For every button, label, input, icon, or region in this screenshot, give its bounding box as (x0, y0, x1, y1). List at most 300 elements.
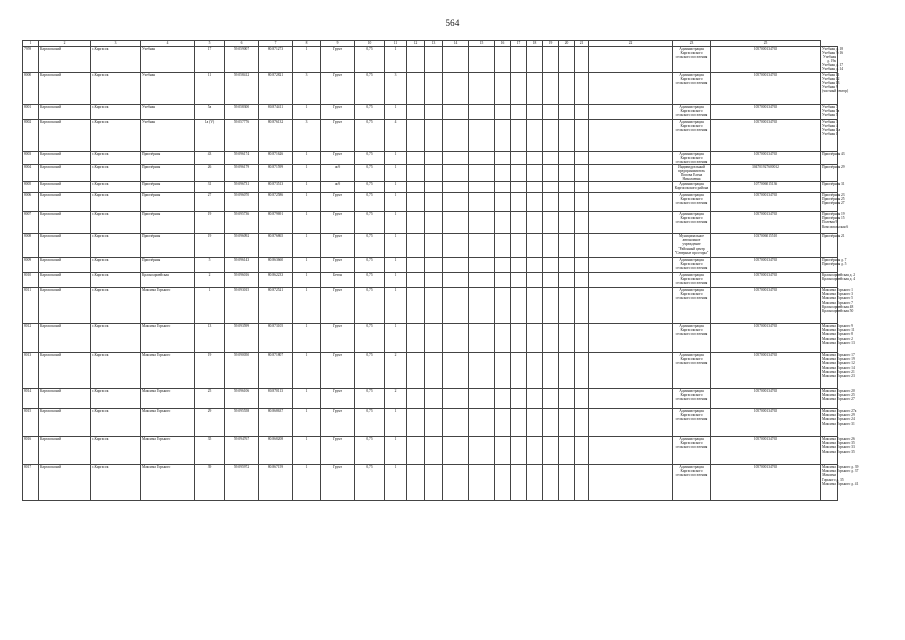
address-line: Максима Горького 26 (822, 437, 855, 442)
empty-cell (543, 193, 559, 212)
empty-cell (559, 193, 575, 212)
district-cell: Каргасокский (39, 409, 91, 437)
row-id: 8008 (23, 234, 39, 258)
area-cell: 0,75 (355, 389, 385, 409)
owner-cell: Администрация Каргасокского сельского поселения (673, 212, 711, 234)
empty-cell (511, 465, 527, 501)
owner-cell: Администрация Каргасокского сельского поселения (673, 258, 711, 273)
empty-cell (575, 324, 589, 353)
address-line: Максима Горького 3 (822, 292, 853, 297)
containers-cell: 1 (385, 409, 407, 437)
empty-cell (559, 465, 575, 501)
containers-cell: 1 (385, 273, 407, 288)
street-cell: Приозёрная (141, 234, 195, 258)
empty-cell (575, 389, 589, 409)
street-cell: Учебная (141, 72, 195, 104)
empty-cell (443, 273, 469, 288)
table-row (23, 234, 838, 258)
empty-cell (511, 437, 527, 465)
address-line: Учебная 13 (822, 80, 840, 85)
row-id: 8010 (23, 273, 39, 288)
address-line: Красноармейская 48 (822, 304, 854, 309)
street-cell: Приозёрная (141, 193, 195, 212)
empty-cell (495, 353, 511, 389)
containers-cell: 2 (385, 389, 407, 409)
addresses-cell (821, 104, 838, 119)
empty-cell (511, 151, 527, 164)
count-cell: 1 (293, 47, 321, 73)
district-cell: Каргасокский (39, 164, 91, 181)
count-cell: 1 (293, 273, 321, 288)
house-cell: 27 (195, 193, 225, 212)
table-row (23, 409, 838, 437)
empty-cell (443, 193, 469, 212)
empty-cell (589, 437, 673, 465)
ogrn-cell: 1057000134765 (711, 47, 821, 73)
table-row (23, 119, 838, 151)
empty-cell (589, 288, 673, 324)
surface-cell: Грунт (321, 234, 355, 258)
latitude-cell: 59.095736 (225, 212, 259, 234)
empty-cell (443, 409, 469, 437)
empty-cell (511, 288, 527, 324)
containers-cell: 1 (385, 465, 407, 501)
area-cell: 0,75 (355, 437, 385, 465)
settlement-cell: с.Каргасок (91, 324, 141, 353)
empty-cell (527, 273, 543, 288)
empty-cell (495, 389, 511, 409)
empty-cell (543, 353, 559, 389)
owner-cell: Администрация Каргасокского сельского поселения (673, 437, 711, 465)
addresses-cell (821, 234, 845, 258)
longitude-cell: 80.871273 (259, 47, 293, 73)
street-cell: Максима Горького (141, 324, 195, 353)
empty-cell (527, 465, 543, 501)
addresses-cell (821, 182, 845, 193)
empty-cell (589, 104, 673, 119)
empty-cell (511, 182, 527, 193)
ogrn-cell: 1057000134765 (711, 212, 821, 234)
address-line: Максима Горького 2 (822, 336, 853, 341)
surface-cell: Грунт (321, 258, 355, 273)
address-line: д. 19к (827, 59, 836, 64)
table-row (23, 288, 838, 324)
containers-cell: 1 (385, 212, 407, 234)
addresses-cell (821, 389, 855, 409)
empty-cell (589, 193, 673, 212)
empty-cell (589, 47, 673, 73)
addresses-cell (821, 72, 849, 104)
empty-cell (443, 47, 469, 73)
table-body (23, 47, 859, 501)
empty-cell (575, 288, 589, 324)
settlement-cell: с.Каргасок (91, 409, 141, 437)
street-cell: Учебная (141, 119, 195, 151)
containers-cell: 1 (385, 193, 407, 212)
empty-cell (575, 234, 589, 258)
ogrn-cell: 1057000134765 (711, 409, 821, 437)
longitude-cell: 80.863660 (259, 258, 293, 273)
addresses-cell (821, 47, 844, 73)
house-cell: 11 (195, 72, 225, 104)
empty-cell (407, 212, 425, 234)
address-line: Приозёрная д. 5 (822, 262, 847, 267)
empty-cell (495, 72, 511, 104)
address-line: Учебная 1 (822, 131, 838, 136)
latitude-cell: 59.094767 (225, 437, 259, 465)
ogrn-cell: 1057000134765 (711, 353, 821, 389)
containers-cell: 3 (385, 72, 407, 104)
address-line: Максима Горького 25 (822, 393, 855, 398)
address-line: Горького д. 35 (822, 477, 844, 482)
house-cell: 31 (195, 182, 225, 193)
ogrn-cell: 304701927600012 (711, 164, 821, 181)
empty-cell (511, 409, 527, 437)
ogrn-cell: 1077006015136 (711, 182, 821, 193)
surface-cell: ж/б (321, 182, 355, 193)
empty-cell (407, 164, 425, 181)
district-cell: Каргасокский (39, 465, 91, 501)
empty-cell (425, 47, 443, 73)
owner-cell: Администрация Каргасокского сельского поселения (673, 324, 711, 353)
surface-cell: Грунт (321, 324, 355, 353)
empty-cell (425, 193, 443, 212)
empty-cell (425, 119, 443, 151)
empty-cell (495, 212, 511, 234)
settlement-cell: с.Каргасок (91, 104, 141, 119)
surface-cell: Грунт (321, 437, 355, 465)
address-line: Учебная 9 (822, 84, 838, 89)
empty-cell (469, 193, 495, 212)
empty-cell (543, 437, 559, 465)
empty-cell (407, 47, 425, 73)
district-cell: Каргасокский (39, 182, 91, 193)
settlement-cell: с.Каргасок (91, 182, 141, 193)
settlement-cell: с.Каргасок (91, 273, 141, 288)
empty-cell (559, 151, 575, 164)
empty-cell (469, 164, 495, 181)
containers-cell: 1 (385, 437, 407, 465)
settlement-cell: с.Каргасок (91, 258, 141, 273)
empty-cell (469, 72, 495, 104)
house-cell: 5 (195, 258, 225, 273)
house-cell: 26 (195, 164, 225, 181)
owner-cell: Администрация Каргасокского сельского поселения (673, 151, 711, 164)
area-cell: 0,75 (355, 151, 385, 164)
table-row (23, 324, 838, 353)
column-header: 22 (589, 41, 673, 47)
longitude-cell: 80.871807 (259, 353, 293, 389)
row-id: 8005 (23, 182, 39, 193)
empty-cell (559, 437, 575, 465)
owner-cell: Администрация Каргасокского района (673, 182, 711, 193)
empty-cell (589, 353, 673, 389)
street-cell: Максима Горького (141, 409, 195, 437)
address-line: Приозёрная 23 (822, 193, 845, 198)
empty-cell (407, 353, 425, 389)
column-header: 21 (575, 41, 589, 47)
ogrn-cell: 1057000134765 (711, 104, 821, 119)
house-cell: 25 (195, 389, 225, 409)
empty-cell (559, 104, 575, 119)
district-cell: Каргасокский (39, 437, 91, 465)
count-cell: 1 (293, 324, 321, 353)
empty-cell (527, 234, 543, 258)
empty-cell (495, 465, 511, 501)
empty-cell (469, 437, 495, 465)
owner-cell: Администрация Каргасокского сельского поселения (673, 104, 711, 119)
empty-cell (407, 324, 425, 353)
table-row (23, 104, 838, 119)
address-line: Максима Горького 24 (822, 417, 855, 422)
empty-cell (407, 465, 425, 501)
addresses-cell (821, 465, 859, 501)
street-cell: Приозёрная (141, 164, 195, 181)
row-id: 8014 (23, 389, 39, 409)
owner-cell: Администрация Каргасокского сельского поселения (673, 273, 711, 288)
empty-cell (589, 119, 673, 151)
empty-cell (543, 273, 559, 288)
row-id: 8011 (23, 288, 39, 324)
empty-cell (589, 212, 673, 234)
addresses-cell (821, 409, 857, 437)
row-id: 8000 (23, 72, 39, 104)
empty-cell (559, 258, 575, 273)
empty-cell (495, 47, 511, 73)
empty-cell (495, 104, 511, 119)
empty-cell (495, 273, 511, 288)
ogrn-cell: 1057000134765 (711, 151, 821, 164)
empty-cell (443, 465, 469, 501)
settlement-cell: с.Каргасок (91, 288, 141, 324)
empty-cell (425, 151, 443, 164)
empty-cell (527, 104, 543, 119)
column-header: 17 (511, 41, 527, 47)
area-cell: 0,75 (355, 324, 385, 353)
count-cell: 1 (293, 465, 321, 501)
empty-cell (425, 389, 443, 409)
surface-cell: Грунт (321, 465, 355, 501)
empty-cell (425, 273, 443, 288)
table-row (23, 164, 838, 181)
empty-cell (527, 288, 543, 324)
empty-cell (559, 324, 575, 353)
area-cell: 0,75 (355, 353, 385, 389)
address-line: Учебная 5а (822, 108, 840, 113)
address-line: Комсомольская 6 (822, 224, 849, 229)
settlement-cell: с.Каргасок (91, 193, 141, 212)
empty-cell (511, 47, 527, 73)
address-line: Приозёрная 29 (822, 164, 845, 169)
empty-cell (543, 182, 559, 193)
empty-cell (469, 465, 495, 501)
address-line: Максима Горького 23 (822, 373, 855, 378)
surface-cell: Грунт (321, 353, 355, 389)
area-cell: 0,75 (355, 182, 385, 193)
house-cell: 1 (195, 288, 225, 324)
longitude-cell: 80.868208 (259, 437, 293, 465)
area-cell: 0,75 (355, 72, 385, 104)
empty-cell (443, 119, 469, 151)
address-line: Максима Горького 29 (822, 413, 855, 418)
owner-cell: Администрация Каргасокского сельского поселения (673, 353, 711, 389)
house-cell: 5а (195, 104, 225, 119)
area-cell: 0,75 (355, 288, 385, 324)
settlement-cell: с.Каргасок (91, 437, 141, 465)
empty-cell (469, 288, 495, 324)
address-line: Максима Горького 35 (822, 449, 855, 454)
row-id: 7959 (23, 47, 39, 73)
address-line: Учебная 4 (822, 123, 838, 128)
empty-cell (407, 389, 425, 409)
page-number: 564 (445, 18, 460, 28)
latitude-cell: 59.096092 (225, 234, 259, 258)
empty-cell (469, 47, 495, 73)
surface-cell: Бетон (321, 273, 355, 288)
district-cell: Каргасокский (39, 193, 91, 212)
empty-cell (589, 389, 673, 409)
address-line: Максима Горького д. 41 (822, 481, 859, 486)
longitude-cell: 80.879691 (259, 212, 293, 234)
ogrn-cell: 1057000134765 (711, 119, 821, 151)
column-header: 6 (225, 41, 259, 47)
address-line: Красноармейская 50 (822, 308, 854, 313)
address-line: Приозёрная 15 (822, 216, 845, 221)
containers-cell: 1 (385, 104, 407, 119)
empty-cell (425, 182, 443, 193)
column-header: 3 (91, 41, 141, 47)
empty-cell (575, 119, 589, 151)
empty-cell (511, 72, 527, 104)
containers-cell: 1 (385, 47, 407, 73)
empty-cell (575, 182, 589, 193)
district-cell: Каргасокский (39, 119, 91, 151)
empty-cell (443, 164, 469, 181)
empty-cell (511, 353, 527, 389)
table-row (23, 273, 838, 288)
row-id: 8006 (23, 193, 39, 212)
empty-cell (589, 324, 673, 353)
empty-cell (443, 353, 469, 389)
column-header: 18 (527, 41, 543, 47)
empty-cell (575, 353, 589, 389)
empty-cell (425, 258, 443, 273)
empty-cell (559, 288, 575, 324)
count-cell: 1 (293, 151, 321, 164)
area-cell: 0,75 (355, 212, 385, 234)
containers-cell: 1 (385, 151, 407, 164)
empty-cell (425, 353, 443, 389)
area-cell: 0,75 (355, 119, 385, 151)
empty-cell (543, 104, 559, 119)
addresses-cell (821, 151, 845, 164)
empty-cell (511, 212, 527, 234)
empty-cell (407, 72, 425, 104)
house-cell: 13 (195, 324, 225, 353)
empty-cell (443, 437, 469, 465)
count-cell: 1 (293, 104, 321, 119)
address-line: Учебная 7 (822, 104, 838, 109)
empty-cell (443, 234, 469, 258)
house-cell: 19 (195, 234, 225, 258)
empty-cell (511, 258, 527, 273)
owner-cell: Администрация Каргасокского сельского поселения (673, 47, 711, 73)
empty-cell (575, 193, 589, 212)
surface-cell: Грунт (321, 119, 355, 151)
count-cell: 1 (293, 182, 321, 193)
table-row (23, 465, 838, 501)
empty-cell (443, 389, 469, 409)
row-id: 8015 (23, 409, 39, 437)
empty-cell (527, 72, 543, 104)
address-line: Максима Горького 14 (822, 365, 855, 370)
row-id: 8017 (23, 465, 39, 501)
address-line: Максима Горького 19 (822, 357, 855, 362)
longitude-cell: 80.871599 (259, 164, 293, 181)
latitude-cell: 59.096731 (225, 182, 259, 193)
owner-cell: Муниципальное автономное учреждение "Районный центр "Северные просторы" (673, 234, 711, 258)
address-line: Максима Горького 31 (822, 421, 855, 426)
empty-cell (575, 273, 589, 288)
latitude-cell: 59.093015 (225, 288, 259, 324)
settlement-cell: с.Каргасок (91, 389, 141, 409)
empty-cell (527, 164, 543, 181)
latitude-cell: 59.095558 (225, 409, 259, 437)
address-line: Учебная ½ 16 (822, 51, 844, 56)
empty-cell (469, 151, 495, 164)
row-id: 8012 (23, 324, 39, 353)
surface-cell: Грунт (321, 72, 355, 104)
ogrn-cell: 1057000134765 (711, 193, 821, 212)
addresses-cell (821, 288, 854, 324)
settlement-cell: с.Каргасок (91, 164, 141, 181)
longitude-cell: 80.871626 (259, 151, 293, 164)
empty-cell (425, 72, 443, 104)
ogrn-cell: 1057000134765 (711, 324, 821, 353)
column-header: 15 (469, 41, 495, 47)
empty-cell (469, 212, 495, 234)
count-cell: 3 (293, 72, 321, 104)
ogrn-cell: 1037006015510 (711, 234, 821, 258)
containers-cell: 1 (385, 182, 407, 193)
empty-cell (575, 409, 589, 437)
empty-cell (559, 409, 575, 437)
house-cell: 35 (195, 437, 225, 465)
empty-cell (495, 193, 511, 212)
address-line: Приозёрная 31 (822, 182, 845, 187)
empty-cell (511, 104, 527, 119)
latitude-cell: 59.059007 (225, 47, 259, 73)
house-cell: 19 (195, 212, 225, 234)
empty-cell (407, 258, 425, 273)
table-row (23, 437, 838, 465)
addresses-cell (821, 212, 849, 234)
empty-cell (469, 409, 495, 437)
street-cell: Учебная (141, 47, 195, 73)
empty-cell (559, 182, 575, 193)
latitude-cell: 59.058300 (225, 104, 259, 119)
area-cell: 0,75 (355, 193, 385, 212)
row-id: 8009 (23, 258, 39, 273)
empty-cell (527, 353, 543, 389)
longitude-cell: 80.862233 (259, 273, 293, 288)
address-line: Учебная 11 (822, 72, 840, 77)
longitude-cell: 80.874411 (259, 104, 293, 119)
address-line: Максима Горького 20 (822, 389, 855, 394)
house-cell: 39 (195, 465, 225, 501)
longitude-cell: 80.872521 (259, 288, 293, 324)
empty-cell (543, 258, 559, 273)
